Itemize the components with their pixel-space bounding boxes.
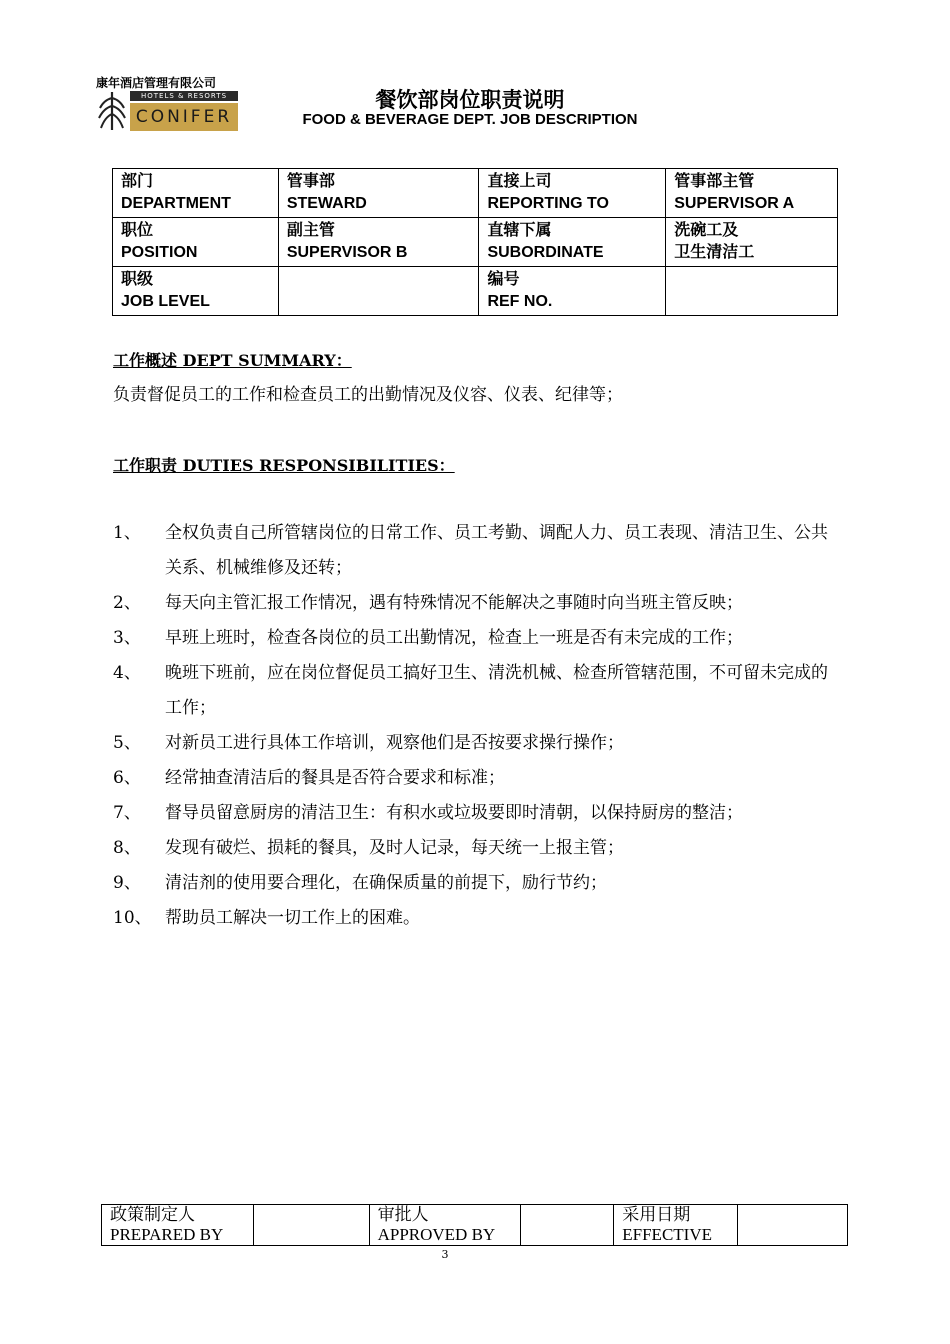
- item-text: 全权负责自己所管辖岗位的日常工作、员工考勤、调配人力、员工表现、清洁卫生、公共关系、机械维修及还转；: [165, 523, 828, 578]
- item-text: 清洁剂的使用要合理化，在确保质量的前提下，励行节约；: [165, 873, 607, 893]
- table-cell: [666, 218, 838, 267]
- table-row: [102, 1205, 848, 1246]
- item-number: 5、: [113, 733, 141, 753]
- table-cell: [479, 218, 666, 267]
- list-item: [113, 901, 843, 936]
- prepared-by-en: PREPARED BY: [110, 1225, 224, 1244]
- cell-label-en: DEPARTMENT: [121, 195, 231, 212]
- cell-value-cn-line2: 卫生清洁工: [674, 244, 755, 261]
- duties-heading: 工作职责 DUTIES RESPONSIBILITIES：: [113, 456, 455, 475]
- table-row: [113, 267, 838, 316]
- table-cell: [666, 169, 838, 218]
- list-item: [113, 761, 843, 796]
- cell-value-cn: 副主管: [286, 222, 335, 239]
- summary-heading: 工作概述 DEPT SUMMARY：: [113, 351, 352, 370]
- item-text: 督导员留意厨房的清洁卫生：有积水或垃圾要即时清朝，以保持厨房的整洁；: [165, 803, 743, 823]
- effective-en: EFFECTIVE: [622, 1225, 712, 1244]
- item-text: 帮助员工解决一切工作上的困难。: [165, 908, 420, 928]
- cell-label-cn: 职位: [121, 222, 154, 239]
- cell-label-en: JOB LEVEL: [121, 293, 210, 310]
- list-item: [113, 796, 843, 831]
- summary-text: 负责督促员工的工作和检查员工的出勤情况及仪容、仪表、纪律等；: [113, 385, 623, 405]
- approval-footer-table: [101, 1204, 848, 1246]
- item-text: 早班上班时，检查各岗位的员工出勤情况，检查上一班是否有未完成的工作；: [165, 628, 743, 648]
- item-number: 7、: [113, 803, 141, 823]
- list-item: [113, 726, 843, 761]
- document-title-cn: 餐饮部岗位职责说明: [375, 88, 565, 112]
- prepared-by-label: [102, 1205, 254, 1246]
- approved-by-cn: 审批人: [377, 1205, 429, 1224]
- list-item: [113, 866, 843, 901]
- item-text: 经常抽查清洁后的餐具是否符合要求和标准；: [165, 768, 505, 788]
- list-item: [113, 831, 843, 866]
- cell-label-cn: 直辖下属: [487, 222, 552, 239]
- table-cell: [278, 169, 479, 218]
- cell-label-en: REPORTING TO: [487, 195, 609, 212]
- logo-company-name-cn: 康年酒店管理有限公司: [96, 76, 217, 90]
- item-text: 晚班下班前，应在岗位督促员工搞好卫生、清洗机械、检查所管辖范围，不可留未完成的工作；: [165, 663, 828, 718]
- table-cell-empty: [666, 267, 838, 316]
- prepared-by-cn: 政策制定人: [110, 1205, 195, 1224]
- item-text: 每天向主管汇报工作情况，遇有特殊情况不能解决之事随时向当班主管反映；: [165, 593, 743, 613]
- table-cell: [278, 218, 479, 267]
- effective-cn: 采用日期: [622, 1205, 691, 1224]
- approved-by-label: [369, 1205, 521, 1246]
- cell-value-cn: 管事部: [286, 173, 335, 190]
- approved-by-en: APPROVED BY: [377, 1225, 496, 1244]
- table-row: [113, 169, 838, 218]
- list-item: [113, 516, 843, 586]
- item-number: 1、: [113, 523, 141, 543]
- cell-label-cn: 编号: [487, 271, 520, 288]
- item-number: 10、: [113, 908, 152, 928]
- cell-value-en: STEWARD: [286, 195, 367, 212]
- list-item: [113, 656, 843, 726]
- cell-value-en: SUPERVISOR B: [286, 244, 408, 261]
- item-text: 对新员工进行具体工作培训，观察他们是否按要求操行操作；: [165, 733, 624, 753]
- item-number: 2、: [113, 593, 141, 613]
- table-row: [113, 218, 838, 267]
- cell-value-en: SUPERVISOR A: [674, 195, 795, 212]
- approved-by-value: [521, 1205, 614, 1246]
- item-number: 9、: [113, 873, 141, 893]
- list-item: [113, 621, 843, 656]
- cell-label-en: POSITION: [121, 244, 198, 261]
- item-number: 8、: [113, 838, 141, 858]
- table-cell: [479, 267, 666, 316]
- cell-value-cn: 管事部主管: [674, 173, 755, 190]
- effective-label: [614, 1205, 738, 1246]
- table-cell: [113, 267, 279, 316]
- item-number: 4、: [113, 663, 141, 683]
- item-text: 发现有破烂、损耗的餐具，及时人记录，每天统一上报主管；: [165, 838, 624, 858]
- table-cell: [113, 169, 279, 218]
- cell-label-en: REF NO.: [487, 293, 553, 310]
- table-cell: [113, 218, 279, 267]
- page-number: 3: [441, 1248, 449, 1261]
- cell-label-cn: 部门: [121, 173, 154, 190]
- cell-label-cn: 直接上司: [487, 173, 552, 190]
- cell-value-cn: 洗碗工及: [674, 222, 739, 239]
- tree-logo-icon: [96, 90, 128, 132]
- cell-label-en: SUBORDINATE: [487, 244, 604, 261]
- list-item: [113, 586, 843, 621]
- item-number: 6、: [113, 768, 141, 788]
- table-cell-empty: [278, 267, 479, 316]
- effective-value: [738, 1205, 848, 1246]
- table-cell: [479, 169, 666, 218]
- item-number: 3、: [113, 628, 141, 648]
- cell-label-cn: 职级: [121, 271, 154, 288]
- prepared-by-value: [253, 1205, 369, 1246]
- company-logo: [96, 74, 240, 134]
- job-info-table: [112, 168, 838, 316]
- duties-list: [113, 516, 843, 936]
- document-title-en: FOOD & BEVERAGE DEPT. JOB DESCRIPTION: [302, 111, 638, 128]
- logo-tagline: HOTELS & RESORTS: [130, 91, 238, 101]
- logo-brand-name: CONIFER: [130, 103, 238, 131]
